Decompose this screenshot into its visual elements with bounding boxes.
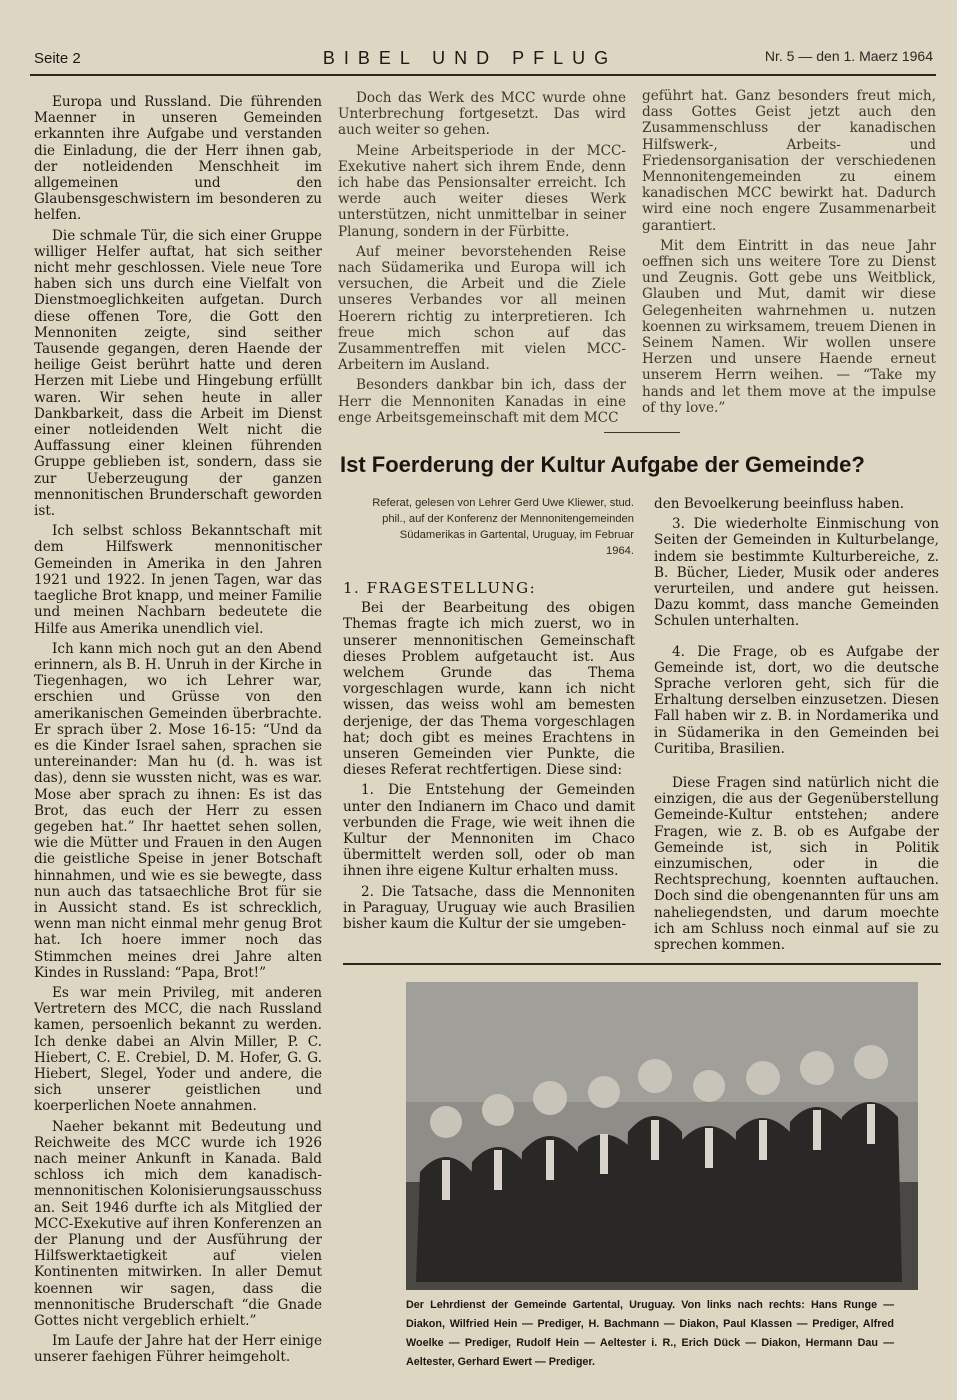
section-heading: 1. FRAGESTELLUNG:: [343, 579, 537, 597]
group-photo-illustration: [406, 982, 918, 1290]
paragraph: Ich kann mich noch gut an den Abend erinnern, als B. H. Unruh in der Kirche in Tiegenhagen, wo ich Lehrer war, erschien und Grüsse von den amerikanischen Gemeinden überbrachte. Er sprach über 2. Mose 16-15: “Und da es die Kinder Israel sahen, sprachen sie untereinander: Man hu (d. h. was ist das), denn sie wussten nicht, was es war. Mose aber sprach zu ihnen: Es ist das Brot, das euch der Herr zu essen gegeben hat.” Ihr haettet sehen sollen, wie die Mütter und Frauen in den Augen die geistliche Speise in jener Botschaft hinnahmen, und wie es sie bewegte, dass nun auch das tatsaechliche Brot für sie in Aussicht stand. Es ist schrecklich, wenn man nicht einmal mehr genug Brot hat. Ich hoere immer noch das Stimmchen meines drei Jahre alten Kindes in Russland: “Papa, Brot!”: [34, 640, 322, 981]
paragraph: Europa und Russland. Die führenden Maenner in unseren Gemeinden erkannten ihre Aufgabe und verstanden die Einladung, die der Herr ihnen gab, der notleidenden Menschheit im allgemeinen und den Glaubensgeschwistern im besonderen zu helfen.: [34, 94, 322, 224]
paragraph: 1. Die Entstehung der Gemeinden unter den Indianern im Chaco und damit verbunden die Frage, wie weit ihnen die Kultur der Mennoniten im Chaco übermittelt werden soll, oder ob man ihnen ihre eigene Kultur erhalten muss.: [343, 782, 635, 880]
article-column-1: [34, 94, 322, 1366]
section-rule: [343, 963, 941, 965]
paragraph: 3. Die wiederholte Einmischung von Seiten der Gemeinden in Kulturbelange, indem sie bestimmte Kulturbereiche, z. B. Bücher, Lieder, Musik oder anderes verurteilen, und andere gut heissen. Dazu kommt, dass manche Gemeinden Schulen unterhalten.: [654, 516, 939, 630]
group-photo: [406, 982, 918, 1290]
paragraph: Ich selbst schloss Bekanntschaft mit dem Hilfswerk mennonitischer Gemeinden in Amerika in den Jahren 1921 und 1922. In jenen Tagen, war das taegliche Brot knapp, und meiner Familie und meinen Nachbarn bedeutete die Hilfe aus Amerika unendlich viel.: [34, 523, 322, 637]
paragraph: Mit dem Eintritt in das neue Jahr oeffnen sich uns weitere Tore zu Dienst und Zeugnis. Gott gebe uns Weitblick, Glauben und Mut, damit wir diese Gelegenheiten wahrnehmen u. nutzen koennen zu wirksamem, treuem Dienen in Seinem Namen. Wir wollen unsere Herzen und unsere Haende erneut unserem Herrn weihen. — “Take my hands and let them move at the impulse of thy love.”: [642, 237, 936, 416]
paragraph: Doch das Werk des MCC wurde ohne Unterbrechung fortgesetzt. Das wird auch weiter so gehen.: [338, 90, 626, 139]
paragraph: Auf meiner bevorstehenden Reise nach Südamerika und Europa will ich versuchen, die Arbeit und die Ziele unseres Verbandes vor all meinen Hoerern richtig zu interpretieren. Ich freue mich schon auf das Zusammentreffen mit vielen MCC-Arbeitern im Ausland.: [338, 243, 626, 374]
article-headline: Ist Foerderung der Kultur Aufgabe der Gemeinde?: [340, 452, 865, 477]
paragraph: Bei der Bearbeitung des obigen Themas fragte ich mich zuerst, wo in unserer mennonitischen Gemeinschaft dieses Problem aufgetaucht ist. Aus welchem Grunde das Thema vorgeschlagen wurde, kann ich nicht wissen, das weiss wohl am bemesten derjenige, der das Thema vorgeschlagen hat; doch gibt es meines Erachtens in unseren Gemeinden vier Punkte, die dieses Referat rechtfertigen. Diese sind:: [343, 600, 635, 779]
header-rule: [30, 74, 936, 76]
paragraph: 2. Die Tatsache, dass die Mennoniten in Paraguay, Uruguay wie auch Brasilien bisher kaum die Kultur der sie umgeben-: [343, 883, 635, 933]
page-number: Seite 2: [34, 50, 81, 67]
article-column-2: [338, 90, 626, 426]
paragraph: Diese Fragen sind natürlich nicht die einzigen, die aus der Gegenüberstellung Gemeinde-Kultur entstehen; andere Fragen, wie z. B. ob es Aufgabe der Gemeinde ist, sich in Politik einzumischen, oder in die Rechtsprechung, koennten auftauchen. Doch sind die obengenannten für uns am naheliegendsten, und darum moechte ich am Schluss noch einmal auf sie zu sprechen kommen.: [654, 775, 939, 954]
paragraph: den Bevoelkerung beeinfluss haben.: [654, 496, 905, 512]
paragraph: Besonders dankbar bin ich, dass der Herr die Mennoniten Kanadas in eine enge Arbeitsgemeinschaft mit dem MCC: [338, 377, 626, 426]
photo-caption: Der Lehrdienst der Gemeinde Gartental, Uruguay. Von links nach rechts: Hans Runge — Diakon, Wilfried Hein — Prediger, H. Bachmann — Diakon, Paul Klassen — Prediger, Alfred Woelke — Prediger, Rudolf Hein — Aeltester i. R., Erich Dück — Diakon, Hermann Dau — Aeltester, Gerhard Ewert — Prediger.: [406, 1299, 894, 1368]
issue-date: Nr. 5 — den 1. Maerz 1964: [764, 48, 933, 64]
article-column-3: [642, 88, 936, 416]
article-column-5: [654, 496, 939, 953]
paragraph: Die schmale Tür, die sich einer Gruppe williger Helfer auftat, hat sich seither nicht mehr geschlossen. Viele neue Tore haben sich uns durch eine Vielfalt von Dienstmoeglichkeiten aufgetan. Durch diese offenen Tore, die Gott den Mennoniten zeigte, sind seither Tausende gegangen, deren Haende der heilige Geist berührt hatte und deren Herzen mit Liebe und Hingebung erfüllt waren. Wir sehen heute in aller Dankbarkeit, dass die Arbeit im Dienst einer notleidenden Welt nicht die Auffassung einer kleinen führenden Gruppe geblieben ist, sondern, dass sie zur Ueberzeugung der ganzen mennonitischen Brunderschaft geworden ist.: [34, 227, 322, 520]
paragraph: Im Laufe der Jahre hat der Herr einige unserer faehigen Führer heimgeholt.: [34, 1333, 322, 1366]
paragraph: Es war mein Privileg, mit anderen Vertretern des MCC, die nach Russland kamen, persoenlich bekannt zu werden. Ich denke dabei an Alvin Miller, P. C. Hiebert, C. E. Crebiel, D. M. Hofer, G. G. Hiebert, Slegel, Yoder und andere, die sich unserer geistlichen und koerperlichen Noete annahmen.: [34, 984, 322, 1115]
article-column-4: [343, 580, 635, 932]
paragraph: Meine Arbeitsperiode in der MCC-Exekutive nahert sich ihrem Ende, denn ich habe das Pensionsalter erreicht. Ich werde auch weiter dieses Werk unterstützen, nicht unmittelbar in seiner Planung, sondern in der Fürbitte.: [338, 142, 626, 240]
paragraph: 4. Die Frage, ob es Aufgabe der Gemeinde ist, dort, wo die deutsche Sprache verloren geht, sich für die Erhaltung derselben einzusetzen. Diesen Fall haben wir z. B. in Nordamerika und in Südamerika in den Gemeinden bei Curitiba, Brasilien.: [654, 643, 939, 757]
separator-rule: [604, 432, 680, 433]
paragraph: Naeher bekannt mit Bedeutung und Reichweite des MCC wurde ich 1926 nach meiner Ankunft in Kanada. Bald schloss ich mich dem kanadisch-mennonitischen Kolonisierungsausschuss an. Seit 1946 durfte ich als Mitglied der MCC-Exekutive auf ihren Konferenzen an der Planung und der Ausführung der Hilfswerktaetigkeit auf vielen Kontinenten mitwirken. In aller Demut koennen wir sagen, dass die mennonitische Bruderschaft “die Gnade Gottes nicht vergeblich erhielt.”: [34, 1118, 322, 1330]
article-abstract: Referat, gelesen von Lehrer Gerd Uwe Kliewer, stud. phil., auf der Konferenz der Mennonitengemeinden Südamerikas in Gartental, Uruguay, im Februar 1964.: [372, 497, 634, 557]
paragraph: geführt hat. Ganz besonders freut mich, dass Gottes Geist jetzt auch den Zusammenschluss der kanadischen Hilfswerk-, Arbeits- und Friedensorganisation der verschiedenen Mennonitengemeinden zu einem kanadischen MCC bewirkt hat. Dadurch wird eine noch engere Zusammenarbeit garantiert.: [642, 88, 936, 234]
masthead-title: BIBEL UND PFLUG: [322, 48, 618, 68]
